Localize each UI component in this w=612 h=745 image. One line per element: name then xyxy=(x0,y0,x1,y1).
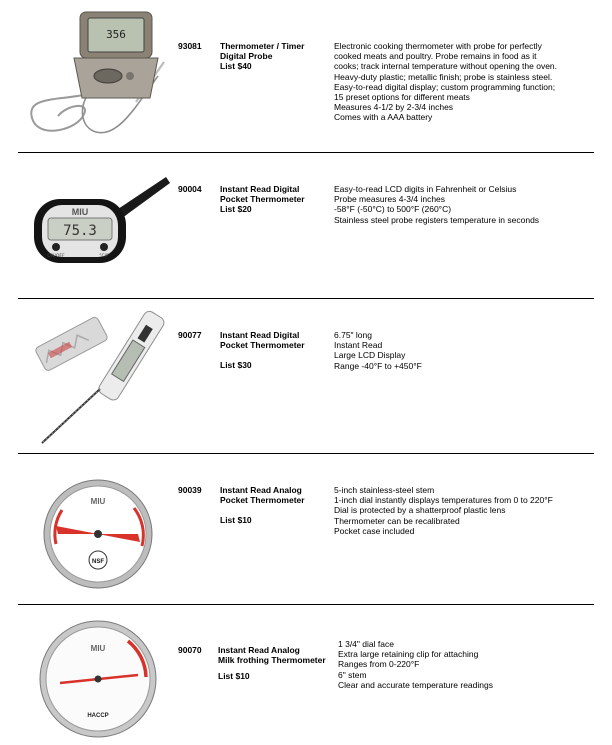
feature-line: Easy-to-read digital display; custom programming function; xyxy=(334,81,556,92)
feature-line: Clear and accurate temperature readings xyxy=(338,679,493,690)
product-features xyxy=(334,485,594,536)
feature-line: Thermometer can be recalibrated xyxy=(334,515,460,526)
feature-line: Pocket case included xyxy=(334,525,415,536)
product-sku: 90070 xyxy=(178,645,202,655)
product-name-line: Thermometer / Timer xyxy=(220,41,305,51)
feature-line: 6.75" long xyxy=(334,330,372,340)
feature-line: Extra large retaining clip for attaching xyxy=(338,649,479,660)
feature-line: Ranges from 0-220°F xyxy=(338,659,420,670)
product-price: List $10 xyxy=(220,515,252,525)
feature-line: Comes with a AAA battery xyxy=(334,112,433,123)
product-row-90004 xyxy=(0,153,612,298)
feature-line: Instant Read xyxy=(334,340,383,351)
product-name-line: Instant Read Analog xyxy=(218,645,300,655)
product-name-line: Instant Read Digital xyxy=(220,330,300,340)
product-name-line: Milk frothing Thermometer xyxy=(218,655,326,665)
product-name-line: Pocket Thermometer xyxy=(220,194,305,204)
on-off-label: ON/OFF xyxy=(47,254,65,259)
product-name-line: Instant Read Digital xyxy=(220,184,300,194)
feature-line: Stainless steel probe registers temperature in seconds xyxy=(334,214,540,225)
product-sku: 93081 xyxy=(178,41,202,51)
product-sku: 90004 xyxy=(178,184,202,194)
lcd-readout: 75.3 xyxy=(63,223,97,239)
product-row-90077 xyxy=(0,299,612,453)
brand-logo: MIU xyxy=(71,207,89,217)
product-price: List $10 xyxy=(218,671,250,681)
analog-dial-thermometer-image xyxy=(36,478,166,590)
product-name xyxy=(220,485,332,505)
product-name-line: Digital Probe xyxy=(220,51,273,61)
product-row-93081 xyxy=(0,0,612,152)
feature-line: 15 preset options for different meats xyxy=(334,92,470,103)
product-price: List $20 xyxy=(220,204,252,214)
product-features xyxy=(334,330,594,371)
product-name xyxy=(220,184,332,204)
feature-line: cooks; track internal temperature without opening the oven. xyxy=(334,61,558,72)
feature-line: Probe measures 4-3/4 inches xyxy=(334,194,446,205)
unit-toggle-label: °C/F xyxy=(99,254,109,259)
feature-line: Easy-to-read LCD digits in Fahrenheit or Celsius xyxy=(334,184,517,194)
feature-line: Range -40°F to +450°F xyxy=(334,360,422,371)
product-name-line: Pocket Thermometer xyxy=(220,340,305,350)
product-name-line: Instant Read Analog xyxy=(220,485,302,495)
product-row-90070 xyxy=(0,605,612,745)
thermometer-timer-digital-probe-image xyxy=(18,6,168,146)
product-price: List $30 xyxy=(220,360,252,370)
product-name xyxy=(220,41,332,61)
feature-line: 1-inch dial instantly displays temperatures from 0 to 220°F xyxy=(334,495,553,506)
milk-frothing-dial-thermometer-image xyxy=(36,617,166,741)
pocket-digital-thermometer-image xyxy=(18,303,178,448)
product-name xyxy=(220,330,332,350)
brand-logo: MIU xyxy=(90,644,106,653)
feature-line: Large LCD Display xyxy=(334,350,406,361)
feature-line: Heavy-duty plastic; metallic finish; probe is stainless steel. xyxy=(334,71,553,82)
feature-line: Measures 4-1/2 by 2-3/4 inches xyxy=(334,102,454,113)
product-price: List $40 xyxy=(220,61,252,71)
feature-line: -58°F (-50°C) to 500°F (260°C) xyxy=(334,204,452,215)
haccp-badge: HACCP xyxy=(87,713,109,719)
feature-line: cooked meats and poultry. Probe remains in food as it xyxy=(334,51,537,62)
product-name xyxy=(218,645,338,665)
product-name-line: Pocket Thermometer xyxy=(220,495,305,505)
instant-read-digital-thermometer-image xyxy=(20,171,172,276)
feature-line: Dial is protected by a shatterproof plastic lens xyxy=(334,505,506,516)
product-features xyxy=(334,41,594,123)
feature-line: Electronic cooking thermometer with probe for perfectly xyxy=(334,41,542,51)
product-row-90039 xyxy=(0,454,612,604)
product-features xyxy=(338,639,598,690)
feature-line: 1 3/4" dial face xyxy=(338,639,394,649)
product-features xyxy=(334,184,594,225)
brand-logo: MIU xyxy=(90,497,106,506)
lcd-readout: 356 xyxy=(106,28,126,41)
feature-line: 6" stem xyxy=(338,669,367,680)
nsf-badge: NSF xyxy=(92,559,104,565)
product-sku: 90039 xyxy=(178,485,202,495)
feature-line: 5-inch stainless-steel stem xyxy=(334,485,435,495)
product-sku: 90077 xyxy=(178,330,202,340)
